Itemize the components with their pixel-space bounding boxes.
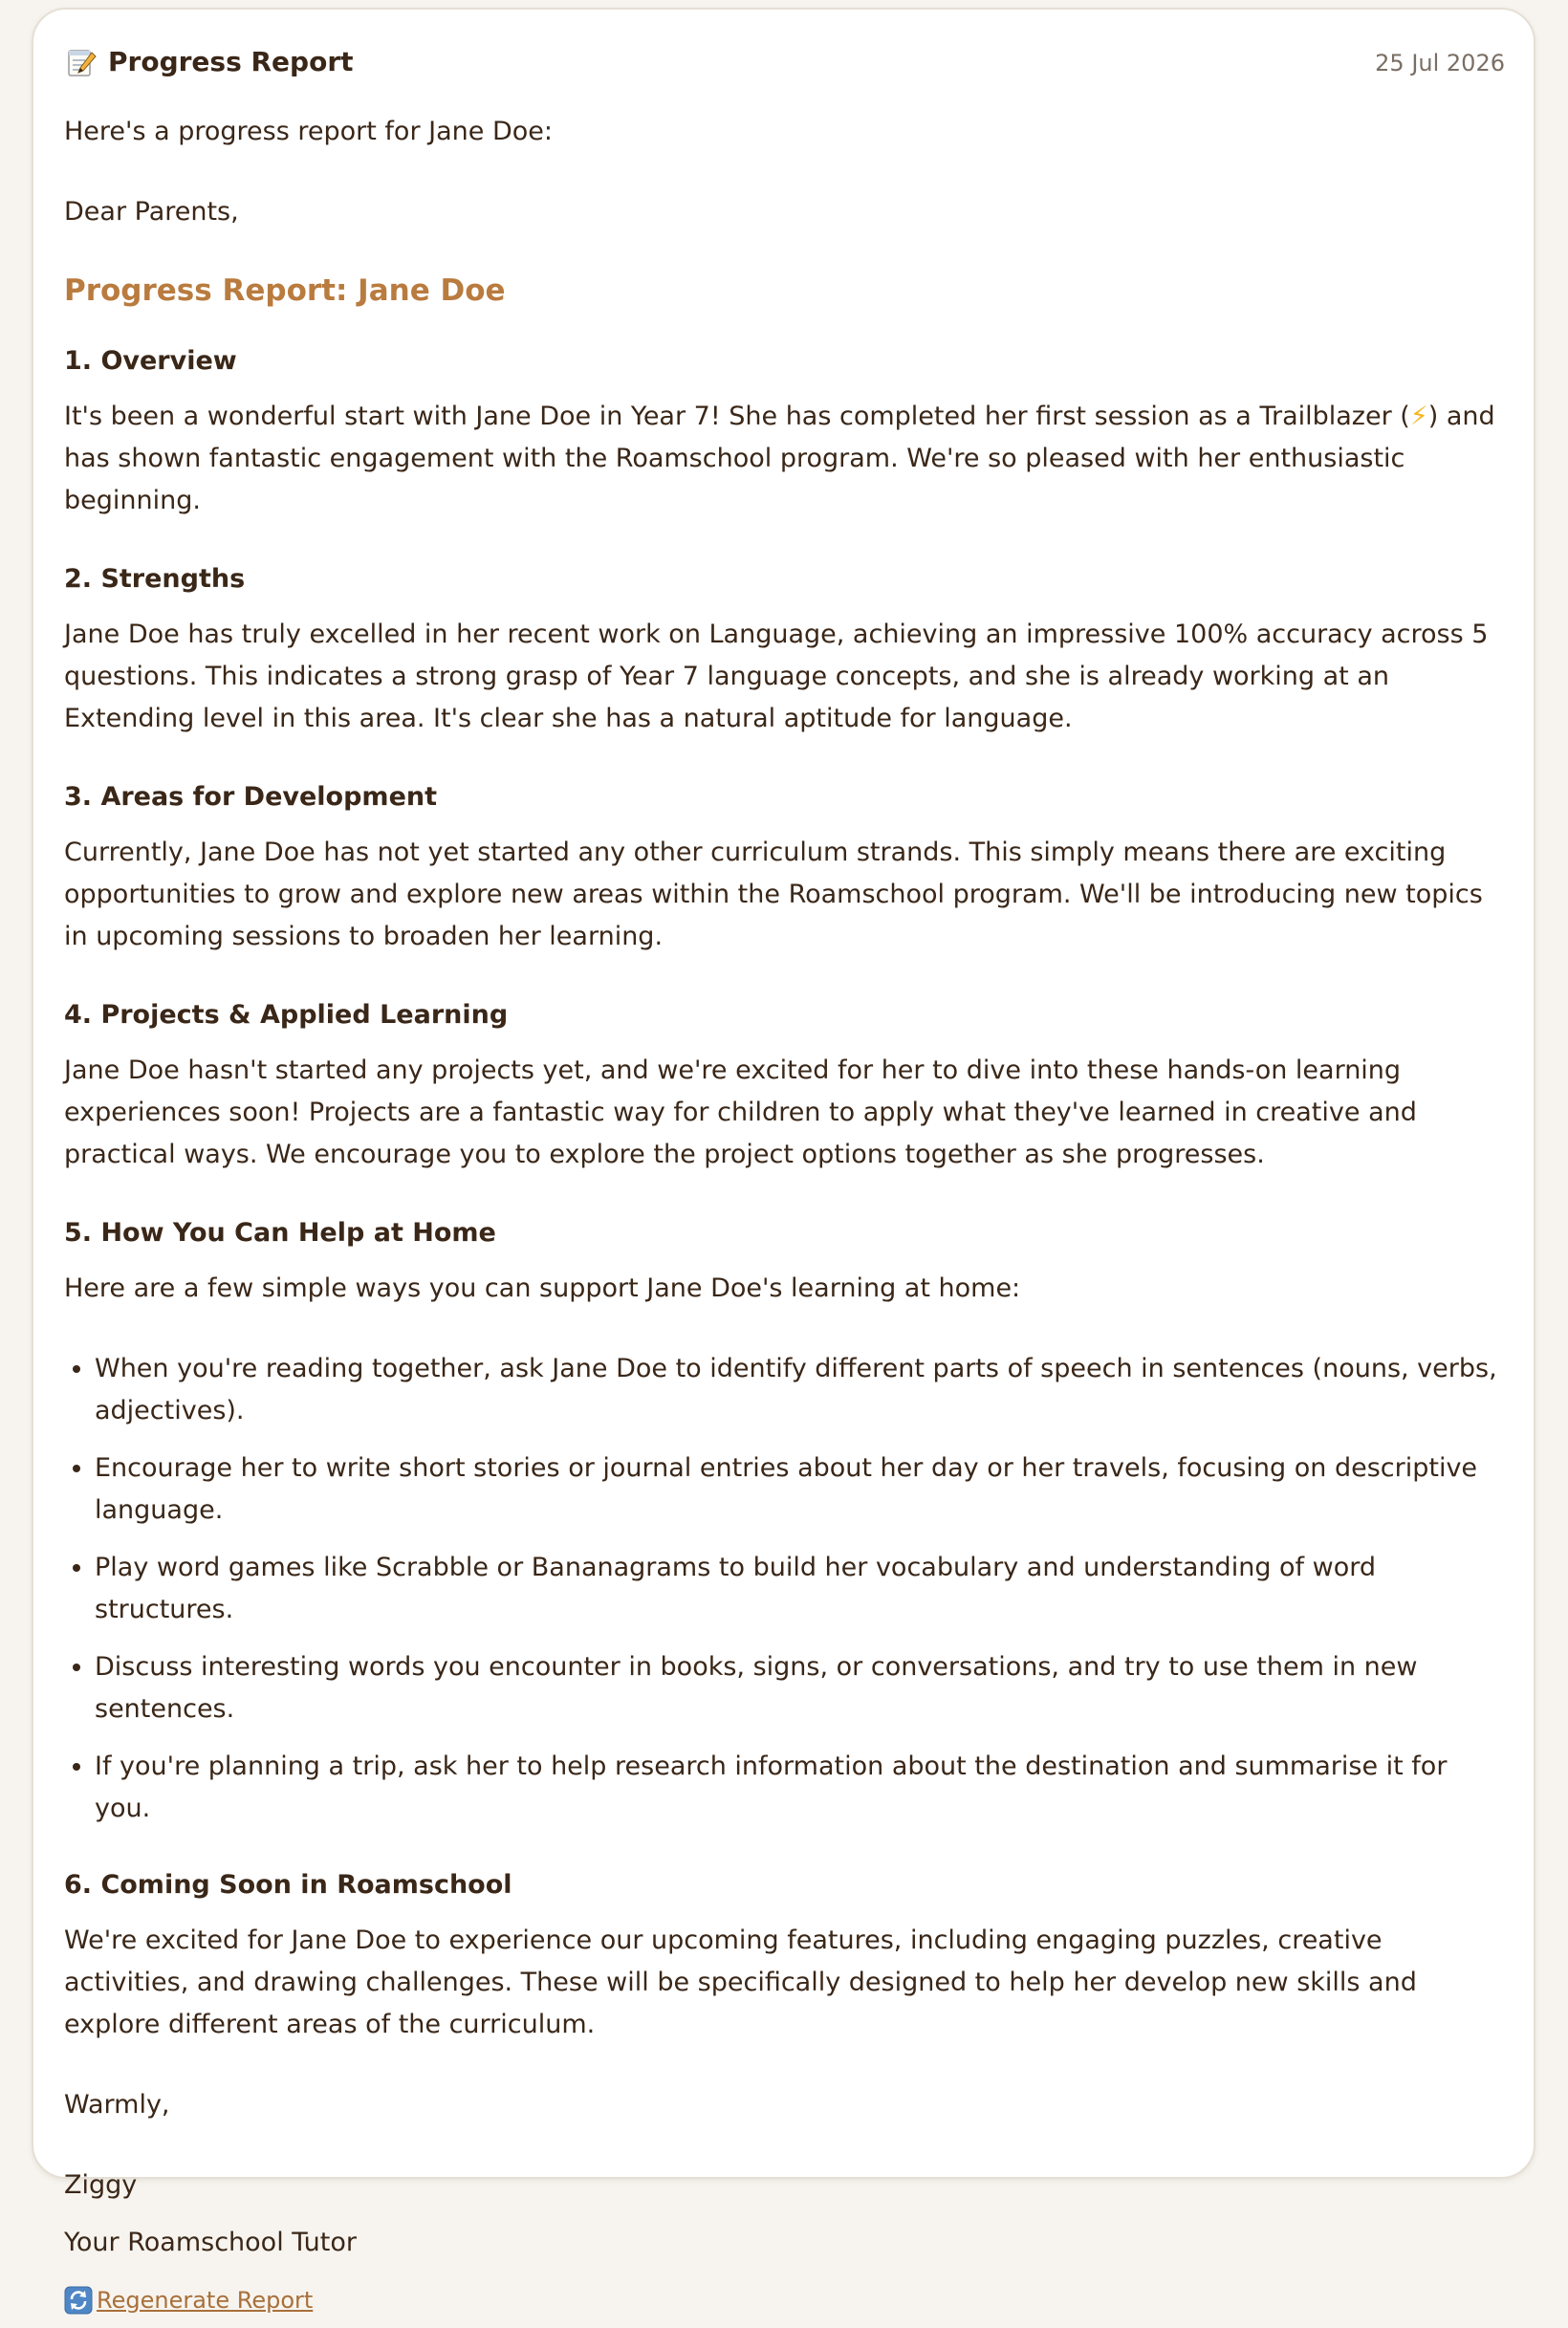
page-title: Progress Report: [108, 46, 354, 77]
home-tips-list: [64, 1348, 1508, 1830]
coming-soon-heading: 6. Coming Soon in Roamschool: [64, 1870, 512, 1900]
report-date: 25 Jul 2026: [1375, 50, 1505, 76]
report-title: Progress Report: Jane Doe: [64, 273, 506, 308]
list-item: • If you're planning a trip, ask her to help research information about the destination and summarise it for you.: [95, 1746, 1508, 1830]
strengths-heading: 2. Strengths: [64, 564, 246, 594]
list-item: • Encourage her to write short stories or journal entries about her day or her travels, focusing on descriptive language.: [95, 1447, 1508, 1532]
report-content: [64, 111, 1508, 2328]
closing-text: Warmly,: [64, 2090, 170, 2120]
report-header: [66, 42, 1505, 94]
signoff: [64, 2084, 1508, 2264]
overview-body-start: It's been a wonderful start with Jane Doe in Year 7! She has completed her first session as a Trailblazer (: [64, 402, 1410, 431]
overview-body: [64, 396, 1508, 522]
list-item: • When you're reading together, ask Jane Doe to identify different parts of speech in sentences (nouns, verbs, adjectives).: [95, 1348, 1508, 1432]
intro-text: Here's a progress report for Jane Doe:: [64, 117, 553, 146]
tutor-role: Your Roamschool Tutor: [64, 2228, 357, 2257]
projects-heading: 4. Projects & Applied Learning: [64, 1000, 509, 1030]
memo-icon: [66, 47, 97, 77]
header-title-group: [66, 46, 354, 77]
development-heading: 3. Areas for Development: [64, 782, 438, 812]
list-item: • Play word games like Scrabble or Bananagrams to build her vocabulary and understanding of word structures.: [95, 1547, 1508, 1631]
overview-body-end: ) and has shown fantastic engagement with the Roamschool program. We're so pleased with her enthusiastic beginning.: [64, 402, 1495, 515]
home-heading: 5. How You Can Help at Home: [64, 1218, 496, 1248]
regenerate-report-link[interactable]: [64, 2279, 313, 2321]
greeting-text: Dear Parents,: [64, 197, 239, 227]
projects-body: Jane Doe hasn't started any projects yet, and we're excited for her to dive into these hands-on learning experiences soon! Projects are a fantastic way for children to apply what they've learned in creative and practical ways. We encourage you to explore the project options together as she progresses.: [64, 1055, 1417, 1169]
regenerate-report-label[interactable]: Regenerate Report: [97, 2287, 314, 2314]
refresh-icon: [64, 2286, 93, 2315]
overview-heading: 1. Overview: [64, 346, 237, 376]
strengths-body: Jane Doe has truly excelled in her recent work on Language, achieving an impressive 100% accuracy across 5 questions. This indicates a strong grasp of Year 7 language concepts, and she is already working at an Extending level in this area. It's clear she has a natural aptitude for language.: [64, 620, 1489, 733]
list-item: • Discuss interesting words you encounter in books, signs, or conversations, and try to use them in new sentences.: [95, 1646, 1508, 1730]
development-body: Currently, Jane Doe has not yet started any other curriculum strands. This simply means there are exciting opportunities to grow and explore new areas within the Roamschool program. We'll be introducing new topics in upcoming sessions to broaden her learning.: [64, 838, 1483, 951]
coming-soon-body: We're excited for Jane Doe to experience our upcoming features, including engaging puzzles, creative activities, and drawing challenges. These will be specifically designed to help her develop new skills and explore different areas of the curriculum.: [64, 1925, 1417, 2039]
report-card: [32, 8, 1535, 2314]
home-body: Here are a few simple ways you can support Jane Doe's learning at home:: [64, 1273, 1021, 1303]
tutor-name: Ziggy: [64, 2170, 138, 2200]
lightning-icon: ⚡: [1409, 402, 1428, 431]
